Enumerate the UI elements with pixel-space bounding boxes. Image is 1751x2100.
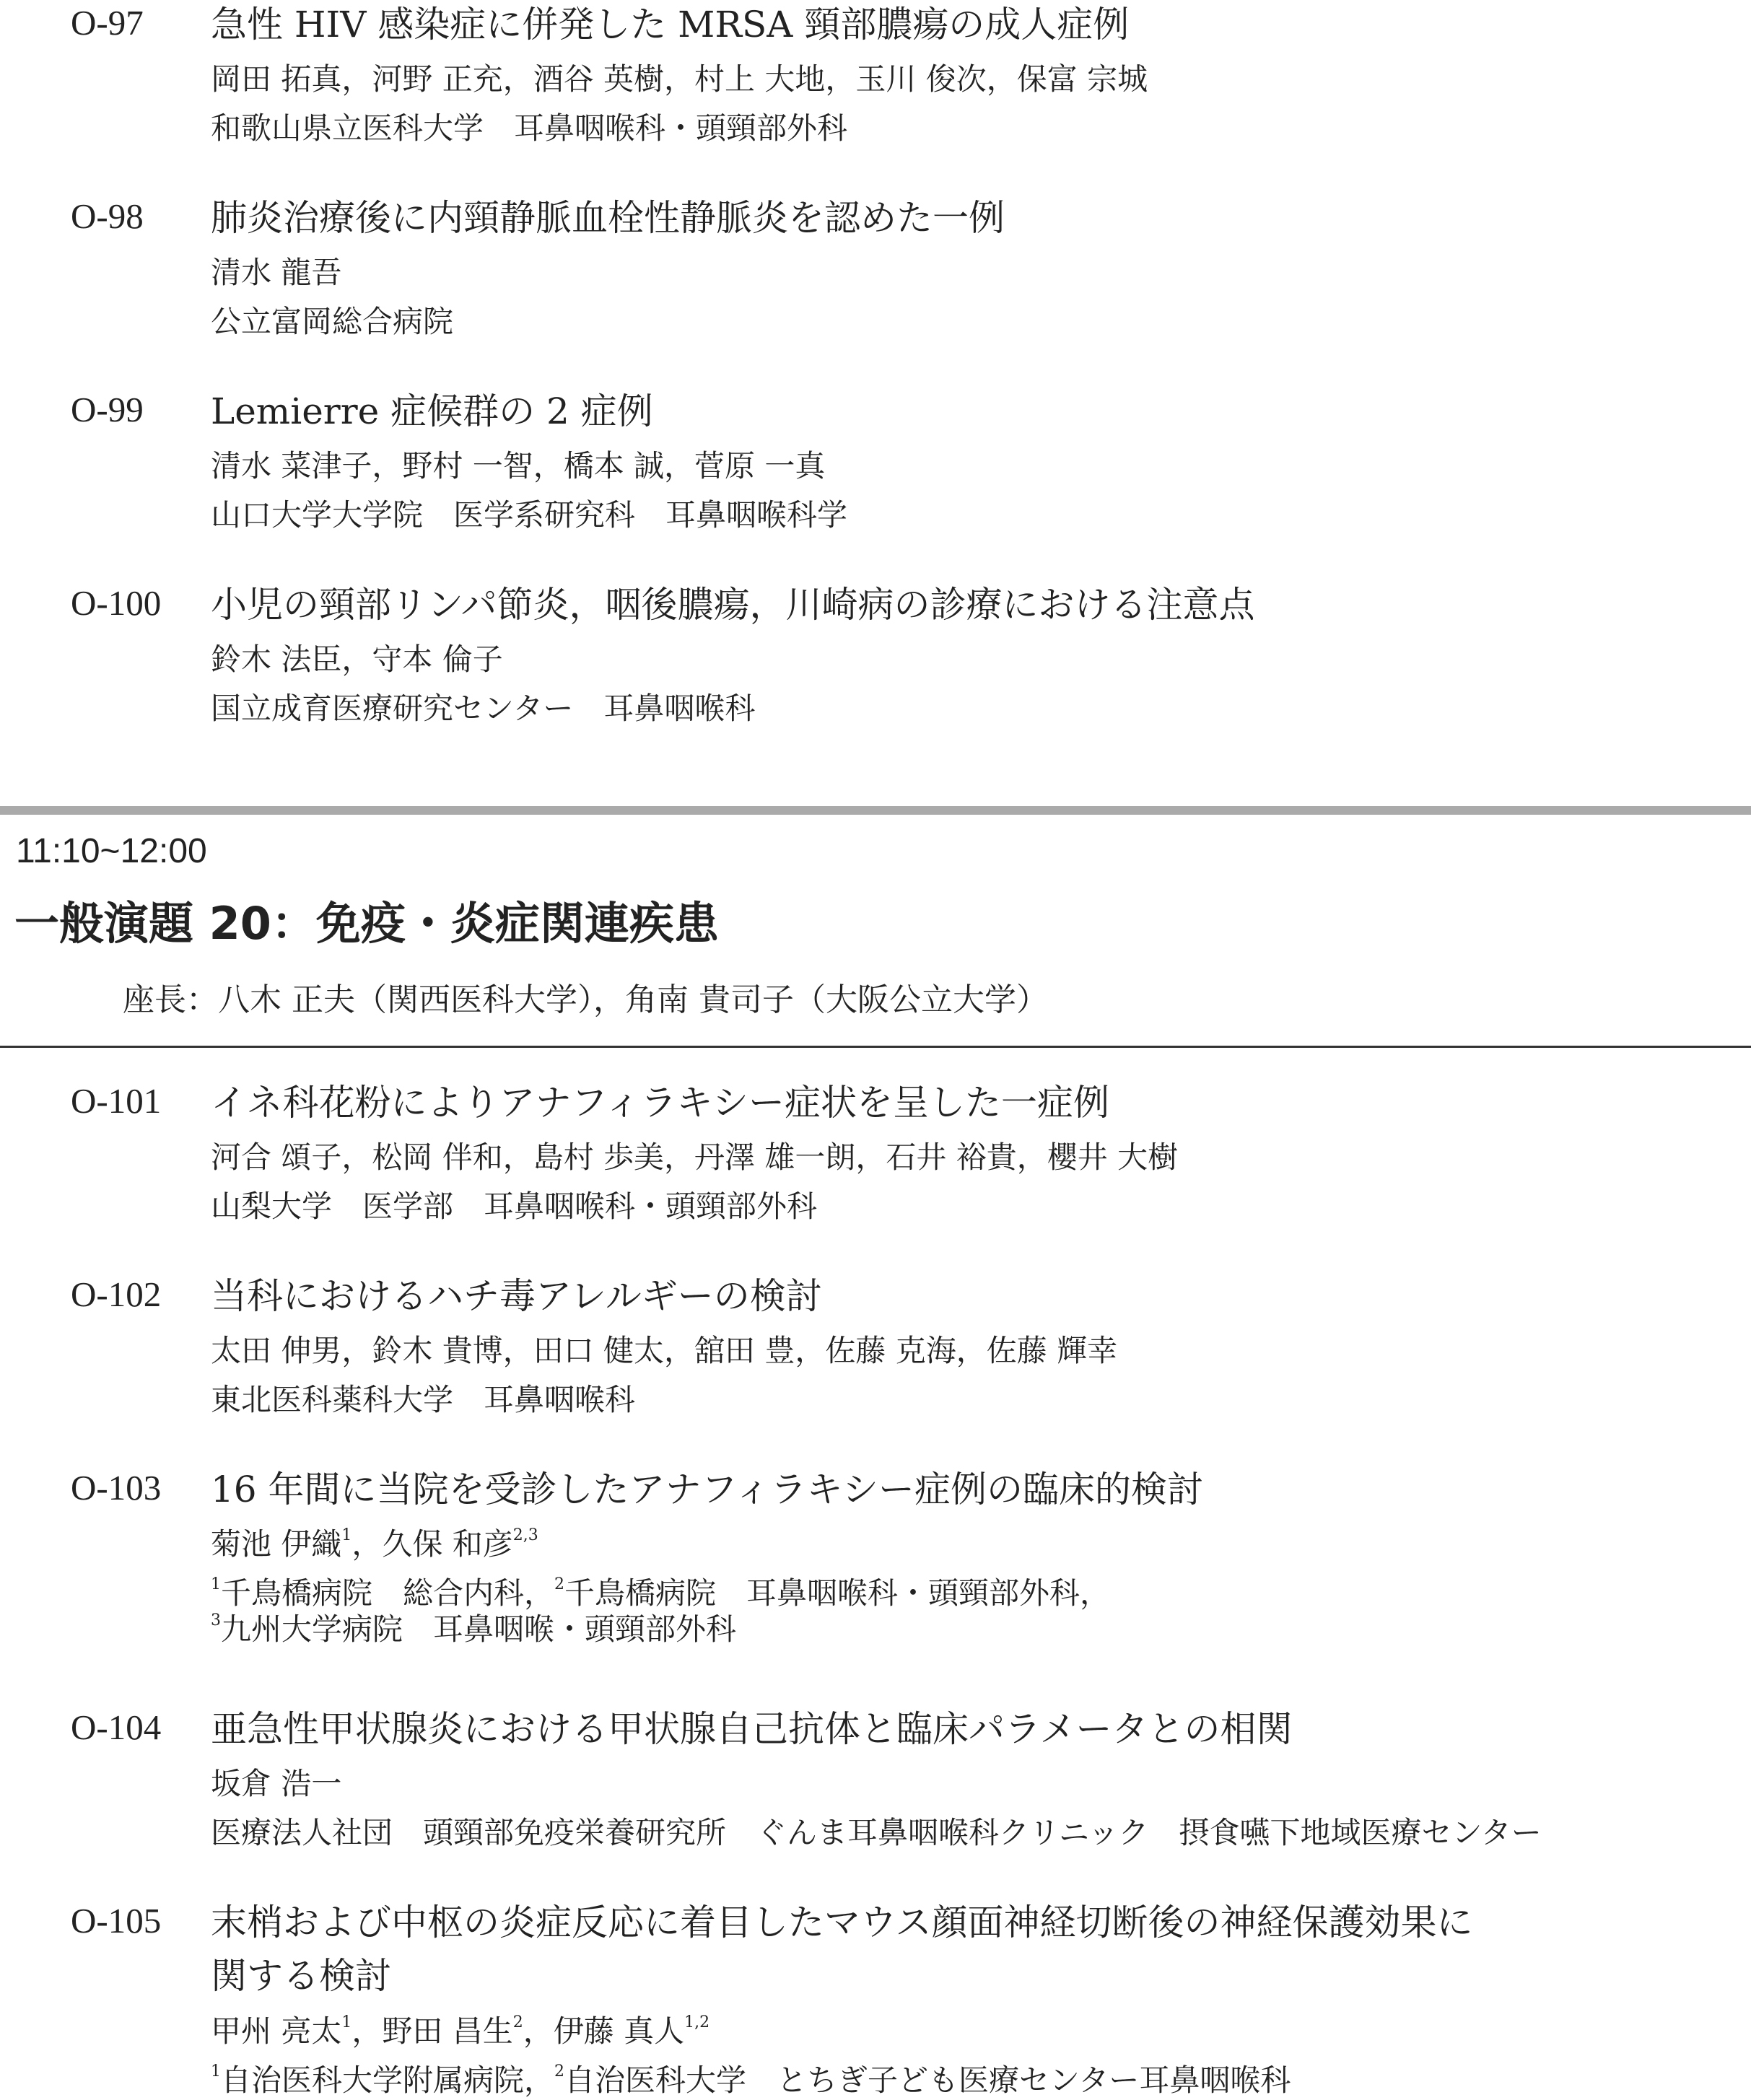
abstract-title: 亜急性甲状腺炎における甲状腺自己抗体と臨床パラメータとの相関 <box>211 1708 1293 1750</box>
abstract-number: O-102 <box>71 1274 162 1314</box>
affiliation-marker: 1 <box>211 2062 221 2081</box>
abstract-authors <box>211 1526 538 1562</box>
header-divider <box>0 1046 1751 1048</box>
abstract-number: O-103 <box>71 1468 162 1508</box>
affiliation-line <box>211 1575 1110 1611</box>
section-divider <box>0 806 1751 815</box>
abstract-number: O-98 <box>71 196 144 236</box>
abstract-authors: 岡田 拓真，河野 正充，酒谷 英樹，村上 大地，玉川 俊次，保富 宗城 <box>211 61 1148 97</box>
abstract-affiliation <box>211 2062 1291 2099</box>
abstract-title: 16 年間に当院を受診したアナフィラキシー症例の臨床的検討 <box>211 1469 1204 1510</box>
author-separator: ， <box>523 2013 554 2049</box>
abstract-title: 肺炎治療後に内頸静脈血栓性静脈炎を認めた一例 <box>211 197 1005 239</box>
abstract-affiliation: 和歌山県立医科大学 耳鼻咽喉科・頭頸部外科 <box>211 110 848 146</box>
abstract-title: イネ科花粉によりアナフィラキシー症状を呈した一症例 <box>211 1082 1109 1124</box>
affiliation-marker: 1 <box>341 1526 352 1544</box>
abstract-affiliation: 山口大学大学院 医学系研究科 耳鼻咽喉科学 <box>211 497 848 533</box>
abstract-affiliation: 医療法人社団 頭頸部免疫栄養研究所 ぐんま耳鼻咽喉科クリニック 摂食嚥下地域医療センター <box>211 1815 1542 1850</box>
abstract-title: 小児の頸部リンパ節炎，咽後膿瘍，川崎病の診療における注意点 <box>211 584 1255 626</box>
affiliation-marker: 2 <box>554 1575 565 1593</box>
affiliation-text: 九州大学病院 耳鼻咽喉・頭頸部外科 <box>221 1611 737 1647</box>
affiliation-text: 千鳥橋病院 耳鼻咽喉科・頭頸部外科， <box>564 1575 1111 1611</box>
affiliation-text: 自治医科大学附属病院， <box>221 2062 555 2098</box>
affiliation-marker: 2,3 <box>512 1526 538 1544</box>
affiliation-marker: 2 <box>554 2062 565 2081</box>
affiliation-marker: 1 <box>211 1575 221 1593</box>
abstract-authors: 河合 頌子，松岡 伴和，島村 歩美，丹澤 雄一朗，石井 裕貴，櫻井 大樹 <box>211 1139 1179 1175</box>
affiliation-line <box>211 1611 1110 1648</box>
author-name: 菊池 伊織 <box>211 1526 342 1562</box>
affiliation-marker: 3 <box>211 1611 221 1629</box>
abstract-number: O-97 <box>71 3 144 43</box>
session-chairs: 座長：八木 正夫（関西医科大学），角南 貴司子（大阪公立大学） <box>123 981 1048 1018</box>
abstract-authors: 清水 菜津子，野村 一智，橋本 誠，菅原 一真 <box>211 448 826 484</box>
abstract-affiliation: 公立富岡総合病院 <box>211 304 454 339</box>
abstract-authors: 鈴木 法臣，守本 倫子 <box>211 642 503 677</box>
abstract-number: O-105 <box>71 1901 162 1941</box>
abstract-title-continued: 関する検討 <box>211 1955 391 1997</box>
affiliation-marker: 1 <box>341 2013 352 2031</box>
author-name: 甲州 亮太 <box>211 2013 342 2049</box>
abstract-title: 急性 HIV 感染症に併発した MRSA 頸部膿瘍の成人症例 <box>211 4 1130 45</box>
author-name: 久保 和彦 <box>382 1526 513 1562</box>
abstract-authors: 坂倉 浩一 <box>211 1766 342 1801</box>
abstract-title: 当科におけるハチ毒アレルギーの検討 <box>211 1275 822 1317</box>
author-separator: ， <box>351 1526 383 1562</box>
author-name: 伊藤 真人 <box>553 2013 685 2049</box>
session-time: 11:10~12:00 <box>16 832 207 870</box>
abstract-authors <box>211 2013 709 2049</box>
abstract-authors: 清水 龍吾 <box>211 255 342 290</box>
abstract-affiliation: 東北医科薬科大学 耳鼻咽喉科 <box>211 1382 636 1417</box>
affiliation-line <box>211 2062 1291 2099</box>
author-name: 野田 昌生 <box>382 2013 513 2049</box>
abstract-affiliation <box>211 1575 1110 1648</box>
abstract-number: O-100 <box>71 583 162 623</box>
affiliation-text: 千鳥橋病院 総合内科， <box>221 1575 555 1611</box>
abstract-authors: 太田 伸男，鈴木 貴博，田口 健太，舘田 豊，佐藤 克海，佐藤 輝幸 <box>211 1333 1118 1368</box>
author-separator: ， <box>351 2013 383 2049</box>
session-title: 一般演題 20：免疫・炎症関連疾患 <box>14 897 719 950</box>
abstract-number: O-101 <box>71 1081 162 1121</box>
abstract-title: Lemierre 症候群の 2 症例 <box>211 390 653 432</box>
affiliation-marker: 2 <box>512 2013 523 2031</box>
abstract-title: 末梢および中枢の炎症反応に着目したマウス顔面神経切断後の神経保護効果に <box>211 1902 1473 1943</box>
abstract-number: O-104 <box>71 1707 162 1747</box>
affiliation-text: 自治医科大学 とちぎ子ども医療センター耳鼻咽喉科 <box>564 2062 1291 2098</box>
abstract-affiliation: 国立成育医療研究センター 耳鼻咽喉科 <box>211 691 756 726</box>
abstract-number: O-99 <box>71 390 144 429</box>
abstract-affiliation: 山梨大学 医学部 耳鼻咽喉科・頭頸部外科 <box>211 1189 818 1224</box>
affiliation-marker: 1,2 <box>684 2013 710 2031</box>
